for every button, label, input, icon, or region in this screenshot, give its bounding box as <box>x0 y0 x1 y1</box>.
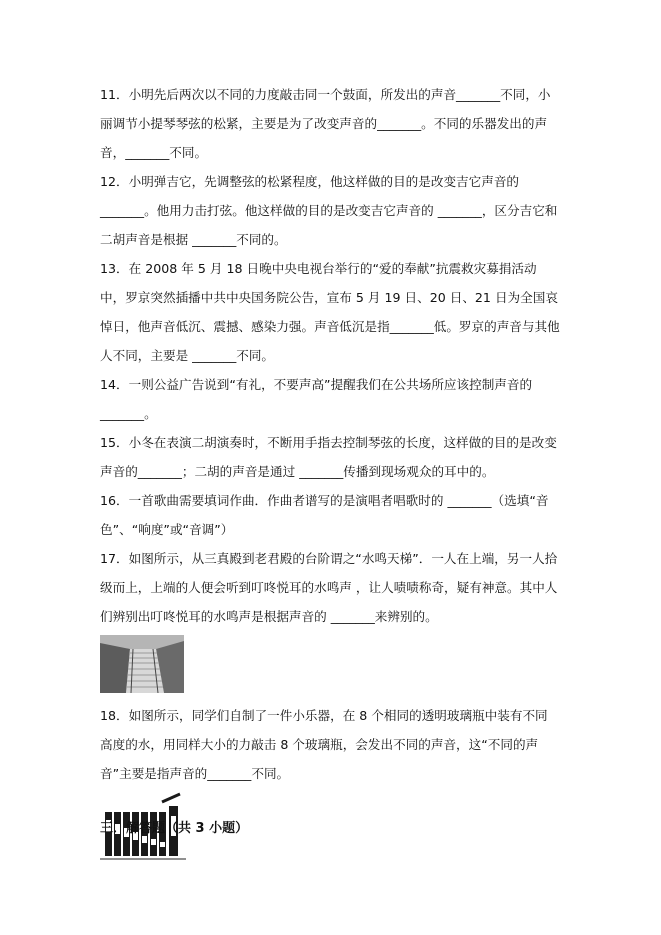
question-list <box>100 80 560 860</box>
question-14: 14．一则公益广告说到“有礼，不要声高”提醒我们在公共场所应该控制声音的_______。 <box>100 377 533 421</box>
question-15: 15．小冬在表演二胡演奏时，不断用手指去控制琴弦的长度，这样做的目的是改变声音的_______；二胡的声音是通过 _______传播到现场观众的耳中的。 <box>100 435 557 479</box>
question-11: 11．小明先后两次以不同的力度敲击同一个鼓面，所发出的声音_______不同，小丽调节小提琴琴弦的松紧，主要是为了改变声音的_______。不同的乐器发出的声音，_______不同。 <box>100 87 551 160</box>
question-16: 16．一首歌曲需要填词作曲．作曲者谱写的是演唱者唱歌时的 _______（选填“音色”、“响度”或“音调”） <box>100 493 549 537</box>
stairs-photo <box>100 635 184 693</box>
question-12: 12．小明弹吉它，先调整弦的松紧程度，他这样做的目的是改变吉它声音的_______。他用力击打弦。他这样做的目的是改变吉它声音的 _______，区分吉它和二胡声音是根据 _______不同的。 <box>100 174 558 247</box>
question-18: 18．如图所示，同学们自制了一件小乐器，在 8 个相同的透明玻璃瓶中装有不同高度的水，用同样大小的力敲击 8 个玻璃瓶，会发出不同的声音，这“不同的声音”主要是指声音的_______不同。 <box>100 708 548 781</box>
section-heading: 三．解答题（共 3 小题） <box>100 821 249 836</box>
question-17: 17．如图所示，从三真殿到老君殿的台阶谓之“水鸣天梯”．一人在上端，另一人拾级而上，上端的人便会听到叮咚悦耳的水鸣声 ，让人啧啧称奇，疑有神意。其中人们辨别出叮咚悦耳的水鸣声是根据声音的 _______来辨别的。 <box>100 551 558 624</box>
question-13: 13．在 2008 年 5 月 18 日晚中央电视台举行的“爱的奉献”抗震救灾募捐活动中，罗京突然插播中共中央国务院公告，宣布 5 月 19 日、20 日、21 日为全国哀悼日，他声音低沉、震撼、感染力强。声音低沉是指_______低。罗京的声音与其他人不同，主要是 _______不同。 <box>100 261 560 363</box>
